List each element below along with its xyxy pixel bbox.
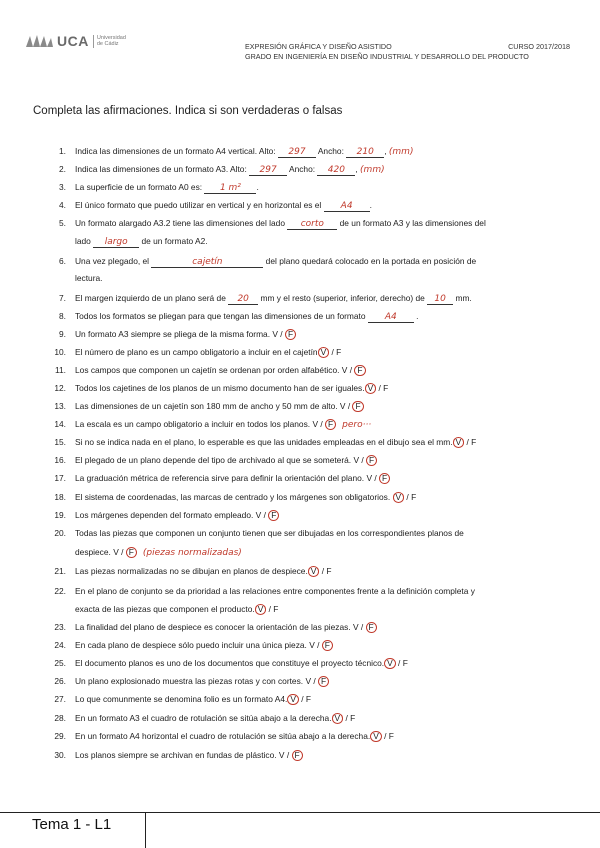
question-text: En un formato A3 el cuadro de rotulación se sitúa abajo a la derecha. [75,713,332,723]
question-text: Todas las piezas que componen un conjunto tienen que ser dibujadas en los correspondientes planos de [75,528,464,538]
uca-emblem-icon [24,33,54,49]
question-text-line [75,236,208,248]
true-option[interactable]: V [287,694,299,705]
degree-title: GRADO EN INGENIERÍA EN DISEÑO INDUSTRIAL Y DESARROLLO DEL PRODUCTO [245,52,529,61]
question-number: 25. [54,658,66,668]
question-number: 20. [54,528,66,538]
question-text: Si no se indica nada en el plano, lo esperable es que las unidades empleadas en el dibujo sea el mm. [75,437,453,447]
answer-blank[interactable]: cajetín [151,257,263,268]
footer-vertical-divider [145,813,146,848]
question-text-line [75,713,355,724]
question-text-line [75,640,333,651]
option-separator: / [381,731,389,741]
footer-divider [0,812,600,813]
false-option[interactable]: F [402,658,408,668]
course-year: CURSO 2017/2018 [508,42,570,51]
university-logo [24,33,137,49]
false-option[interactable]: F [366,622,377,633]
question-text: Todos los cajetines de los planos de un mismo documento han de ser iguales. [75,383,365,393]
question-number: 8. [59,311,66,321]
true-option[interactable]: V [352,622,359,632]
question-text-line [75,365,366,376]
question-number: 27. [54,694,66,704]
false-option[interactable]: F [336,347,342,357]
option-separator: / [314,640,322,650]
option-separator: / [118,547,126,557]
question-number: 7. [59,293,66,303]
question-text: , [384,146,389,156]
option-separator: / [318,419,326,429]
question-text: Un plano explosionado muestra las piezas rotas y con cortes. [75,676,306,686]
handwritten-unit: (mm) [360,165,385,175]
question-text: En un formato A4 horizontal el cuadro de rotulación se sitúa abajo a la derecha. [75,731,371,741]
question-text-line [75,383,388,394]
question-text: La finalidad del plano de despiece es conocer la orientación de las piezas. [75,622,353,632]
option-separator: / [358,622,366,632]
answer-blank[interactable]: 1 m² [204,183,256,194]
question-text: Indica las dimensiones de un formato A3. Alto: [75,164,250,174]
question-number: 4. [59,200,66,210]
question-number: 16. [54,455,66,465]
question-number: 9. [59,329,66,339]
question-text: de un formato A2. [139,236,208,246]
answer-blank[interactable]: 210 [346,147,384,158]
answer-blank[interactable]: largo [93,237,139,248]
true-option[interactable]: V [393,492,405,503]
false-option[interactable]: F [268,510,279,521]
question-text-line [75,750,303,761]
false-option[interactable]: F [285,329,296,340]
answer-blank[interactable]: 20 [228,294,258,305]
true-option[interactable]: V [308,566,320,577]
false-option[interactable]: F [318,676,329,687]
question-number: 29. [54,731,66,741]
question-text: El número de plano es un campo obligatorio a incluir en el cajetín [75,347,318,357]
course-header [245,42,570,62]
question-text-line [75,256,476,268]
instructions: Completa las afirmaciones. Indica si son verdaderas o falsas [33,105,343,117]
true-option[interactable]: V [453,437,465,448]
option-separator: / [347,365,355,375]
true-option[interactable]: V [305,676,312,686]
question-text: El plegado de un plano depende del tipo de archivado al que se someterá. [75,455,354,465]
question-text: . [256,182,259,192]
question-text-line [75,586,475,596]
true-option[interactable]: V [332,713,344,724]
question-text: El sistema de coordenadas, las marcas de centrado y los márgenes son obligatorios. [75,492,393,502]
question-text: Un formato A3 siempre se pliega de la misma forma. [75,329,273,339]
true-option[interactable]: V [339,401,346,411]
question-text-line [75,528,464,538]
question-text-line [75,200,372,212]
question-number: 2. [59,164,66,174]
false-option[interactable]: F [471,437,477,447]
question-text-line [75,293,472,305]
answer-blank[interactable]: 297 [278,147,316,158]
question-number: 15. [54,437,66,447]
question-text: Los márgenes dependen del formato empleado. [75,510,256,520]
answer-blank[interactable]: 420 [317,165,355,176]
question-text-line [75,604,278,615]
option-separator: / [329,347,337,357]
false-option[interactable]: F [325,419,336,430]
question-number: 3. [59,182,66,192]
question-text-line [75,694,311,705]
true-option[interactable]: V [312,419,319,429]
question-number: 6. [59,256,66,266]
handwritten-note: (piezas normalizadas) [142,548,242,558]
question-number: 18. [54,492,66,502]
answer-blank[interactable]: corto [287,219,337,230]
option-separator: / [464,437,472,447]
false-option[interactable]: F [366,455,377,466]
question-number: 26. [54,676,66,686]
option-separator: / [345,401,353,411]
question-text: Ancho: [287,164,318,174]
true-option[interactable]: V [309,640,315,650]
question-text: La superficie de un formato A0 es: [75,182,205,192]
question-number: 30. [54,750,66,760]
true-option[interactable]: V [113,547,119,557]
question-text-line [75,676,329,687]
question-text-line [75,164,385,176]
false-option[interactable]: F [352,401,363,412]
question-number: 11. [54,365,66,375]
question-text-line [75,658,408,669]
answer-blank[interactable]: A4 [368,312,414,323]
option-separator: / [284,750,292,760]
question-text: . [413,311,419,321]
question-text: En cada plano de despiece sólo puedo incluir una única pieza. [75,640,310,650]
logo-sub-line2: de Cádiz [96,41,119,47]
question-text: Ancho: [315,146,347,156]
option-separator: / [404,492,412,502]
question-text: El margen izquierdo de un plano será de [75,293,229,303]
false-option[interactable]: F [350,713,356,723]
option-separator: / [261,510,269,520]
question-text: . [369,200,372,210]
option-separator: / [266,604,274,614]
handwritten-unit: (mm) [388,147,414,157]
false-option[interactable]: F [305,694,312,704]
logo-subtitle [93,35,137,48]
option-separator: / [298,694,306,704]
question-text-line [75,566,332,577]
question-text: lectura. [75,273,103,283]
question-text-line [75,622,377,633]
question-number: 22. [54,586,66,596]
option-separator: / [277,329,285,339]
false-option[interactable]: F [383,383,389,393]
option-separator: / [343,713,351,723]
question-number: 19. [54,510,66,520]
question-number: 12. [54,383,66,393]
question-text-line [75,731,394,742]
option-separator: / [376,383,384,393]
question-text: Las dimensiones de un cajetín son 180 mm de ancho y 50 mm de alto. [75,401,340,411]
question-text: El documento planos es uno de los documentos que constituye el proyecto técnico. [75,658,385,668]
question-text: Los planos siempre se archivan en fundas de plástico. [75,750,279,760]
question-text-line [75,401,364,412]
true-option[interactable]: V [365,383,377,394]
question-text: El único formato que puedo utilizar en vertical y en horizontal es el [75,200,324,210]
question-text-line [75,419,371,430]
logo-text: UCA [57,33,89,49]
false-option[interactable]: F [379,473,390,484]
true-option[interactable]: V [278,750,285,760]
question-text: Un formato alargado A3.2 tiene las dimensiones del lado [75,218,288,228]
question-text-line [75,218,486,230]
true-option[interactable]: V [272,329,278,339]
question-text-line [75,273,102,283]
false-option[interactable]: F [292,750,303,761]
question-text: Todos los formatos se pliegan para que tengan las dimensiones de un formato [75,311,368,321]
option-separator: / [311,676,319,686]
question-text: del plano quedará colocado en la portada en posición de [263,256,477,266]
question-text: Indica las dimensiones de un formato A4 vertical. Alto: [75,146,278,156]
false-option[interactable]: F [126,547,137,558]
question-text: Los campos que componen un cajetín se ordenan por orden alfabético. [75,365,342,375]
true-option[interactable]: V [353,455,360,465]
question-text: mm. [453,293,472,303]
true-option[interactable]: V [384,658,396,669]
question-text: La escala es un campo obligatorio a incluir en todos los planos. [75,419,313,429]
question-text: exacta de las piezas que componen el producto. [75,604,255,614]
logo-sub-line1: Universidad [96,34,126,41]
question-text: Una vez plegado, el [75,256,152,266]
true-option[interactable]: V [255,510,262,520]
question-text: La graduación métrica de referencia sirve para definir la orientación del plano. [75,473,367,483]
true-option[interactable]: V [366,473,373,483]
option-separator: / [372,473,380,483]
course-title: EXPRESIÓN GRÁFICA Y DISEÑO ASISTIDO [245,42,392,51]
question-text-line [75,455,377,466]
handwritten-note: pero··· [342,420,372,430]
true-option[interactable]: V [341,365,348,375]
footer-title: Tema 1 - L1 [32,816,112,833]
question-text-line [75,473,390,484]
question-text-line [75,311,419,323]
false-option[interactable]: F [273,604,279,614]
question-number: 1. [59,146,66,156]
option-separator: / [319,566,327,576]
question-text: lado [75,236,94,246]
false-option[interactable]: F [354,365,365,376]
question-text-line [75,146,413,158]
question-text: despiece. [75,547,114,557]
question-text-line [75,329,296,340]
true-option[interactable]: V [318,347,330,358]
answer-blank[interactable]: A4 [324,201,370,212]
question-text-line [75,437,476,448]
question-text: de un formato A3 y las dimensiones del [337,218,486,228]
question-number: 24. [54,640,66,650]
question-text-line [75,182,259,194]
true-option[interactable]: V [370,731,382,742]
option-separator: / [359,455,367,465]
question-text: mm y el resto (superior, inferior, derecho) de [258,293,428,303]
answer-blank[interactable]: 297 [249,165,287,176]
question-text: Lo que comunmente se denomina folio es un formato A4. [75,694,288,704]
question-number: 14. [54,419,66,429]
false-option[interactable]: F [388,731,394,741]
question-text-line [75,347,341,358]
question-number: 28. [54,713,66,723]
question-number: 10. [54,347,66,357]
question-number: 21. [54,566,66,576]
question-number: 23. [54,622,66,632]
false-option[interactable]: F [322,640,333,651]
false-option[interactable]: F [326,566,332,576]
option-separator: / [395,658,403,668]
question-text: , [355,164,361,174]
question-text: En el plano de conjunto se da prioridad a las relaciones entre componentes frente a la definición completa y [75,586,475,596]
question-text: Las piezas normalizadas no se dibujan en planos de despiece. [75,566,308,576]
question-number: 13. [54,401,66,411]
question-text-line [75,492,416,503]
true-option[interactable]: V [255,604,267,615]
question-number: 17. [54,473,66,483]
false-option[interactable]: F [411,492,417,502]
answer-blank[interactable]: 10 [427,294,453,305]
question-text-line [75,547,242,558]
question-text-line [75,510,279,521]
question-number: 5. [59,218,66,228]
